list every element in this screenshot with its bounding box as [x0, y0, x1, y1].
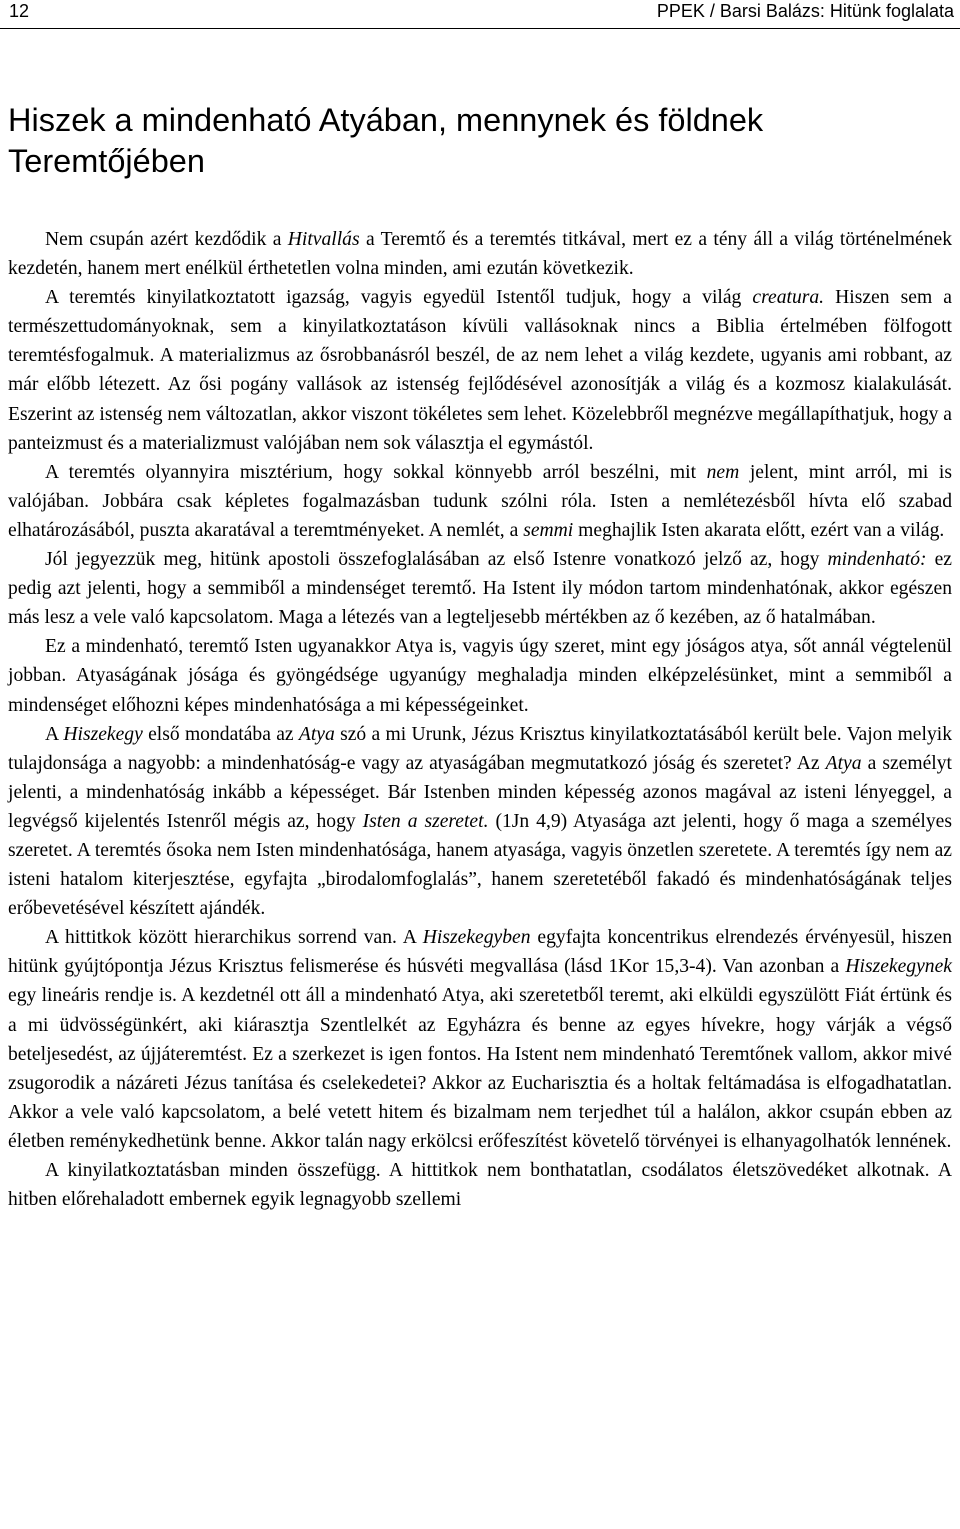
- emphasis-text: Hitvallás: [287, 229, 360, 250]
- text-run: a Teremtő és a teremtés titkával, mert ez a tény áll a világ történelmének kezdetén, hanem mert enélkül érthetetlen volna minden, ami ezután következik.: [8, 229, 952, 280]
- running-title: PPEK / Barsi Balázs: Hitünk foglalata: [656, 1, 954, 21]
- text-run: első mondatába az: [142, 723, 299, 745]
- text-run: meghajlik Isten akarata előtt, ezért van a világ.: [573, 519, 945, 541]
- text-run: ez pedig azt jelenti, hogy a semmiből a mindenséget teremtő. Ha Istent ily módon tartom mindenhatónak, akkor egészen más lesz a vele való kapcsolatom. Maga a létezés van a legteljesebb mértékben az ő kezében, az ő hatalmában.: [8, 549, 953, 629]
- paragraph: [8, 632, 952, 719]
- emphasis-text: nem: [706, 461, 740, 483]
- emphasis-text: mindenható:: [827, 549, 927, 571]
- page-number: 12: [9, 1, 30, 21]
- emphasis-text: Hiszekegyben: [422, 927, 531, 949]
- paragraph: [8, 545, 952, 632]
- paragraph: [8, 458, 952, 545]
- text-run: A hittitkok között hierarchikus sorrend van. A: [45, 927, 423, 949]
- text-run: szó a mi Urunk, Jézus Krisztus kinyilatkoztatásából került bele. Vajon melyik tulajdonsága a nagyobb: a mindenhatóság-e vagy az atyaságában megmutatkozó jóság és szeretet? Az: [8, 723, 952, 774]
- emphasis-text: Atya: [825, 752, 862, 774]
- text-run: egyfajta koncentrikus elrendezés érvényesül, hiszen hitünk gyújtópontja Jézus Krisztus felismerése és húsvéti megvallása (lásd 1Kor 15,3-4). Van azonban a: [8, 927, 952, 978]
- chapter-title: Hiszek a mindenható Atyában, mennynek és földnek Teremtőjében: [8, 102, 764, 179]
- emphasis-text: Isten a szeretet.: [362, 810, 489, 832]
- paragraph: [8, 225, 952, 283]
- text-run: Ez a mindenható, teremtő Isten ugyanakkor Atya is, vagyis úgy szeret, mint egy jóságos atya, sőt annál végtelenül jobban. Atyaságának jósága és gyöngédsége ugyanúgy meghaladja minden elképzelésünket, mint a semmiből a mindenséget előhozni képes mindenhatósága a mi képességeinket.: [8, 636, 952, 716]
- text-run: egy lineáris rendje is. A kezdetnél ott áll a mindenható Atya, aki szeretetből teremt, aki elküldi egyszülött Fiát értünk és a mi üdvösségünkért, aki kiárasztja Szentlelkét az Egyházra és benne az egyes hívekre, hogy várják a végső beteljesedést, az újjáteremtést. Ez a szerkezet is igen fontos. Ha Istent nem mindenható Teremtőnek vallom, akkor mivé zsugorodik a názáreti Jézus tanítása és cselekedetei? Akkor az Eucharisztia és a holtak feltámadása is elfogadhatatlan. Akkor a vele való kapcsolatom, a belé vetett hitem és bizalmam nem terjedhet túl a halálon, akkor csupán ebben az életben reménykedhetünk benne. Akkor talán nagy erkölcsi erőfeszítést követelő törvényei is elhanyagolhatók lennének.: [8, 985, 952, 1152]
- page-header: [0, 0, 960, 29]
- paragraph: [8, 283, 952, 458]
- text-run: a személyt jelenti, a mindenhatóság inkább a képességet. Bár Istenben minden képesség azonos magával az isteni lényeggel, a legvégső kijelentés Istenről mégis az, hogy: [8, 752, 952, 832]
- emphasis-text: Hiszekegy: [63, 723, 143, 745]
- emphasis-text: Atya: [298, 723, 335, 745]
- paragraph: [8, 720, 952, 924]
- text-run: (1Jn 4,9) Atyasága azt jelenti, hogy ő maga a személyes szeretet. A teremtés ősoka nem Isten mindenhatósága, hanem atyasága, vagyis önzetlen szeretete. A teremtés így nem az isteni hatalom kiterjesztése, egyfajta „birodalomfoglalás”, hanem szeretetéből fakadó és mindenhatóságának teljes erőbevetésével készített ajándék.: [8, 810, 952, 920]
- text-run: A kinyilatkoztatásban minden összefügg. A hittitkok nem bonthatatlan, csodálatos életszövedéket alkotnak. A hitben előrehaladott embernek egyik legnagyobb szellemi: [8, 1160, 952, 1211]
- paragraph: [8, 923, 952, 1156]
- emphasis-text: Hiszekegynek: [845, 956, 952, 978]
- text-run: Hiszen sem a természettudományoknak, sem a kinyilatkoztatáson kívüli vallásoknak nincs a Biblia értelmében fölfogott teremtésfogalmuk. A materializmus az ősrobbanásról beszél, de az nem lehet a világ kezdete, ugyanis ami robbant, az már előbb létezett. Az ősi pogány vallások az istenség fejlődésével azonosítják a világ és a kozmosz kialakulását. Eszerint az istenség nem változatlan, akkor viszont tökéletes sem lehet. Közelebbről megnézve megállapíthatjuk, hogy a panteizmust és a materializmust valójában nem sok választja el egymástól.: [8, 287, 952, 454]
- paragraph: [8, 1156, 952, 1214]
- body-text: [8, 225, 952, 1214]
- text-run: Jól jegyezzük meg, hitünk apostoli összefoglalásában az első Istenre vonatkozó jelző az, hogy: [45, 549, 828, 571]
- emphasis-text: semmi: [523, 519, 574, 541]
- text-run: A teremtés kinyilatkoztatott igazság, vagyis egyedül Istentől tudjuk, hogy a világ: [45, 287, 753, 309]
- text-run: jelent, mint arról, mi is valójában. Jobbára csak képletes fogalmazásban tudunk szólni róla. Isten a nemlétezésből hívta elő szabad elhatározásából, puszta akaratával a teremtményeket. A nemlét, a: [8, 461, 952, 541]
- text-run: A: [45, 723, 64, 745]
- text-run: A teremtés olyannyira misztérium, hogy sokkal könnyebb arról beszélni, mit: [45, 461, 707, 483]
- text-run: Nem csupán azért kezdődik a: [45, 229, 288, 250]
- emphasis-text: creatura.: [752, 287, 825, 309]
